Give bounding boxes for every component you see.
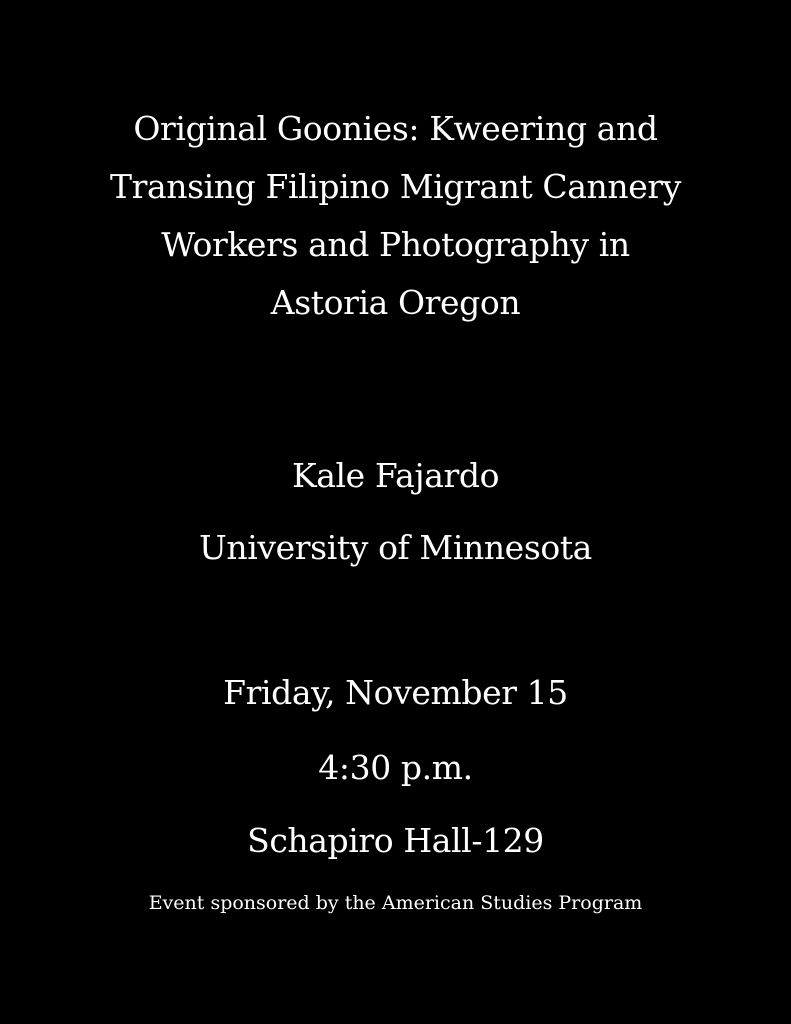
event-title [60, 100, 731, 332]
event-title-line-2: Transing Filipino Migrant Cannery [109, 167, 682, 206]
speaker-affiliation: University of Minnesota [199, 528, 592, 567]
event-title-line-3: Workers and Photography in [161, 225, 630, 264]
speaker-name: Kale Fajardo [291, 456, 500, 495]
sponsor-note: Event sponsored by the American Studies Program [148, 892, 643, 914]
event-title-line-1: Original Goonies: Kweering and [133, 109, 658, 148]
event-location: Schapiro Hall-129 [247, 821, 544, 860]
event-date: Friday, November 15 [223, 673, 568, 712]
event-title-line-4: Astoria Oregon [270, 283, 521, 322]
event-time: 4:30 p.m. [318, 748, 473, 787]
